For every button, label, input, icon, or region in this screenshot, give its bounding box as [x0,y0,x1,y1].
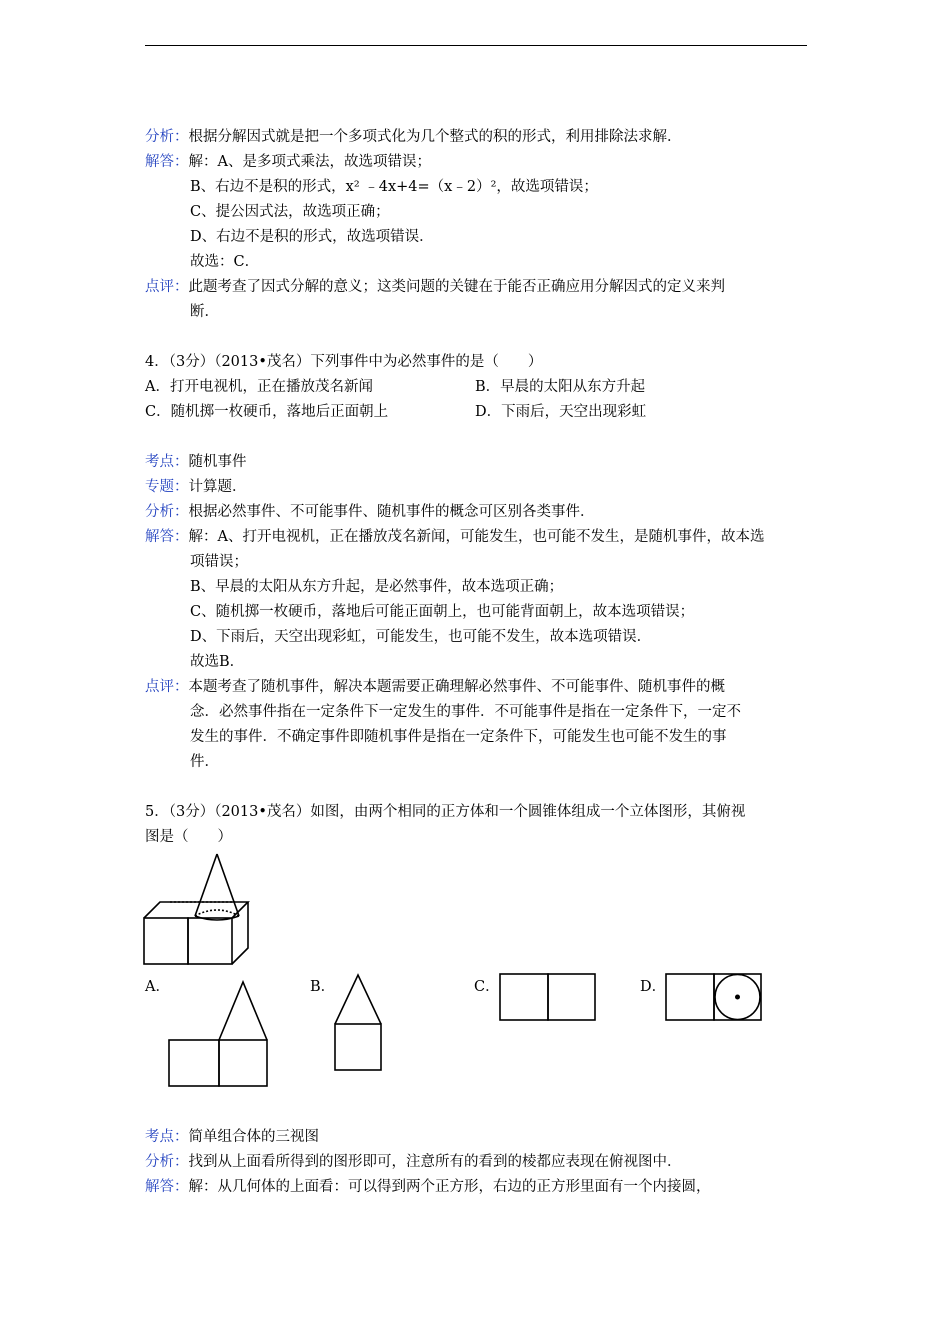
q4-comment [145,678,725,696]
comment-line: 念．必然事件指在一定条件下一定发生的事件．不可能事件是指在一定条件下，一定不 [190,704,741,720]
knowledge-text: 随机事件 [188,454,247,470]
analysis-text: 根据分解因式就是把一个多项式化为几个整式的积的形式，利用排除法求解． [188,129,682,145]
q5-option-c-figure [498,972,598,1024]
q4-option-a: A．打开电视机，正在播放茂名新闻 [145,379,373,395]
q4-option-c: C．随机掷一枚硬币，落地后正面朝上 [145,404,389,420]
q4-option-d: D．下雨后，天空出现彩虹 [475,404,647,420]
knowledge-label: 考点： [145,454,189,470]
answer-line: B、早晨的太阳从东方升起，是必然事件，故本选项正确； [190,579,564,595]
answer-line: C、随机掷一枚硬币，落地后可能正面朝上，也可能背面朝上，故本选项错误； [190,604,695,620]
q4-stem: 4．（3分）（2013•茂名）下列事件中为必然事件的是（ ） [145,354,543,370]
comment-line: 此题考查了因式分解的意义；这类问题的关键在于能否正确应用分解因式的定义来判 [188,279,725,295]
q5-option-b-figure [332,972,384,1074]
q4-knowledge-point [145,453,247,471]
comment-line: 发生的事件．不确定事件即随机事件是指在一定条件下，可能发生也可能不发生的事 [190,729,727,745]
q4-topic [145,478,247,496]
answer-line: 项错误； [190,554,248,570]
cube-right-front [188,918,232,964]
analysis-text: 根据必然事件、不可能事件、随机事件的概念可区别各类事件． [188,504,595,520]
answer-label: 解答： [145,529,189,545]
answer-line: B、右边不是积的形式，x² ﹣4x+4=（x﹣2）²，故选项错误； [190,179,598,195]
analysis-label: 分析： [145,1154,189,1170]
q5-answer [145,1178,711,1196]
q5-option-d-figure [664,972,764,1024]
answer-line: C、提公因式法，故选项正确； [190,204,390,220]
analysis-label: 分析： [145,504,189,520]
knowledge-label: 考点： [145,1129,189,1145]
knowledge-text: 简单组合体的三视图 [188,1129,319,1145]
q5-option-b-label: B． [310,979,336,995]
cone-left-edge [195,854,217,916]
q5-stem-line: 图是（ ） [145,829,232,845]
q5-stem-line: 5．（3分）（2013•茂名）如图，由两个相同的正方体和一个圆锥体组成一个立体图形，其俯视 [145,804,746,820]
q3-answer [145,153,431,171]
analysis-label: 分析： [145,129,189,145]
comment-label: 点评： [145,279,189,295]
analysis-text: 找到从上面看所得到的图形即可，注意所有的看到的棱都应表现在俯视图中． [188,1154,682,1170]
q5-knowledge-point [145,1128,319,1146]
answer-label: 解答： [145,1179,189,1195]
topic-label: 专题： [145,479,189,495]
cone-right-edge [217,854,239,916]
q3-analysis [145,128,682,146]
q4-option-b: B．早晨的太阳从东方升起 [475,379,646,395]
q5-option-a-label: A． [145,979,170,995]
answer-line: D、右边不是积的形式，故选项错误． [190,229,434,245]
q5-option-c-label: C． [474,979,500,995]
q5-analysis [145,1153,682,1171]
q3-comment [145,278,725,296]
comment-line: 本题考查了随机事件，解决本题需要正确理解必然事件、不可能事件、随机事件的概 [188,679,725,695]
q5-option-d-label: D． [640,979,667,995]
answer-line: 解：A、是多项式乘法，故选项错误； [188,154,431,170]
comment-line: 件． [190,754,219,770]
answer-label: 解答： [145,154,189,170]
answer-line: 故选B． [190,654,245,670]
comment-line: 断． [190,304,219,320]
answer-line: D、下雨后，天空出现彩虹，可能发生，也可能不发生，故本选项错误． [190,629,652,645]
answer-line: 故选：C． [190,254,260,270]
answer-text: 解：从几何体的上面看：可以得到两个正方形，右边的正方形里面有一个内接圆， [188,1179,711,1195]
topic-text: 计算题． [188,479,247,495]
cube-right-side [232,902,248,964]
q4-analysis [145,503,595,521]
cube-left-front [144,918,188,964]
q4-answer [145,528,764,546]
solid-figure [140,852,252,972]
comment-label: 点评： [145,679,189,695]
cone-base-back [195,910,239,916]
q5-option-a-figure [165,978,270,1090]
header-rule [145,45,807,46]
answer-line: 解：A、打开电视机，正在播放茂名新闻，可能发生，也可能不发生，是随机事件，故本选 [188,529,765,545]
